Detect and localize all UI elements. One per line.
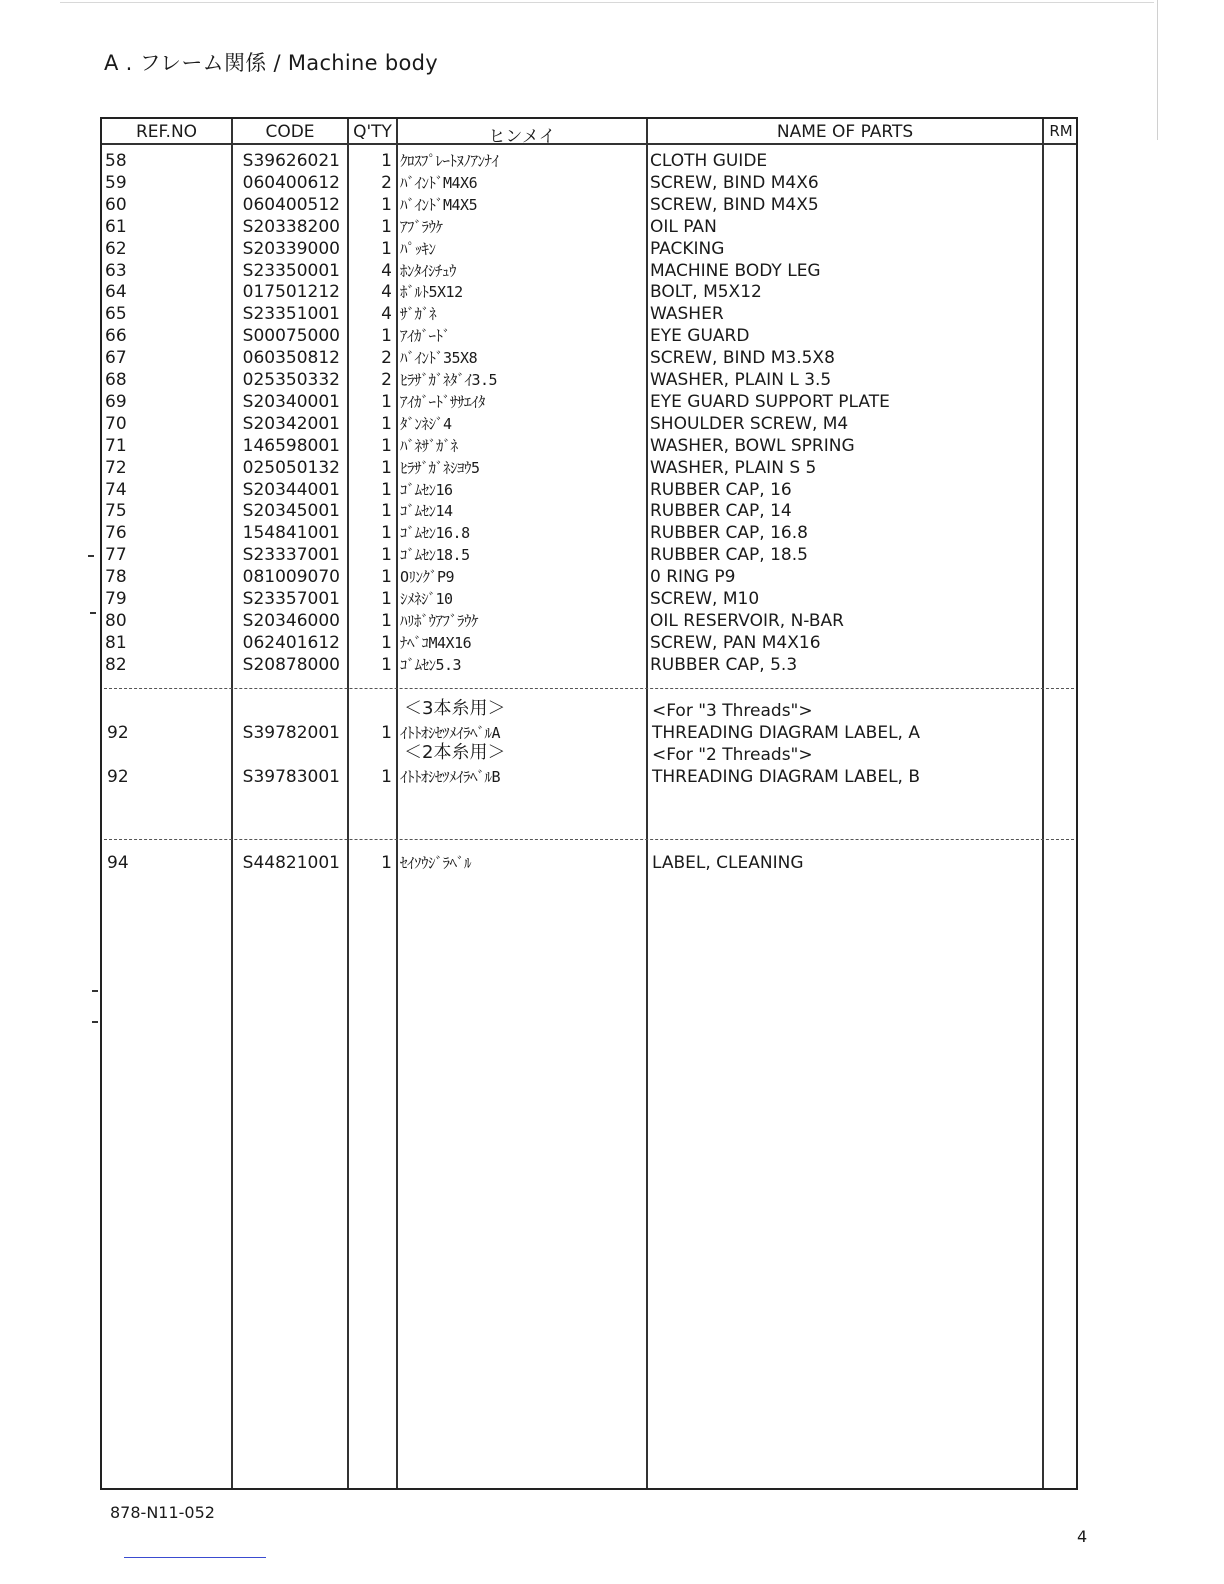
header-ref: REF.NO	[135, 122, 198, 142]
code-cell: S23357001	[242, 589, 340, 609]
name-cell: EYE GUARD SUPPORT PLATE	[650, 391, 890, 412]
ref-cell: 66	[105, 326, 127, 347]
code-cell: S23351001	[242, 304, 340, 325]
qty-cell: 1	[381, 479, 392, 500]
note-3-threads-jp: ＜3本糸用＞	[404, 698, 506, 719]
ref-cell: 67	[105, 348, 127, 369]
ref-cell: 62	[105, 238, 127, 259]
margin-tick	[90, 612, 96, 614]
page-title: A . フレーム関係 / Machine body	[104, 51, 438, 75]
hinmei-cell: ﾊﾟｯｷﾝ	[400, 239, 436, 258]
code-cell: 062401612	[242, 632, 340, 653]
hinmei-cell: ﾀﾞﾝﾈｼﾞ4	[400, 414, 452, 433]
ref-cell: 78	[105, 567, 127, 588]
name-cell: PACKING	[650, 238, 725, 259]
code-cell: 017501212	[242, 282, 340, 303]
code-cell: S39626021	[242, 151, 340, 171]
code-cell: 146598001	[242, 435, 340, 456]
code-cell: S20342001	[242, 413, 340, 434]
ref-cell: 68	[105, 370, 127, 390]
note-3-threads-en: <For "3 Threads">	[652, 701, 813, 721]
qty-cell: 1	[381, 567, 392, 588]
blue-underline-mark	[124, 1557, 266, 1558]
code-cell: 081009070	[242, 567, 340, 588]
code-cell: S20345001	[242, 501, 340, 522]
code-cell: S20346000	[242, 610, 340, 631]
name-cell: THREADING DIAGRAM LABEL, B	[652, 767, 921, 787]
qty-cell: 1	[381, 216, 392, 237]
ref-cell: 76	[105, 523, 127, 544]
name-cell: THREADING DIAGRAM LABEL, A	[652, 723, 920, 743]
name-cell: SCREW, M10	[650, 589, 760, 609]
ref-cell: 72	[105, 457, 127, 478]
name-cell: RUBBER CAP, 14	[650, 501, 792, 522]
qty-cell: 1	[381, 413, 392, 434]
hinmei-cell: ﾋﾗｻﾞｶﾞﾈｼﾖｳ5	[400, 458, 480, 477]
margin-tick	[92, 990, 98, 992]
hinmei-cell: ｻﾞｶﾞﾈ	[400, 305, 437, 324]
qty-cell: 4	[381, 304, 392, 325]
code-cell: S23337001	[242, 545, 340, 566]
qty-cell: 1	[381, 589, 392, 609]
hinmei-cell: ｺﾞﾑｾﾝ16	[400, 480, 453, 499]
group-separator	[104, 688, 1074, 689]
code-cell: 154841001	[242, 523, 340, 544]
name-cell: RUBBER CAP, 5.3	[650, 654, 798, 675]
name-cell: CLOTH GUIDE	[650, 151, 768, 171]
qty-cell: 1	[381, 723, 392, 743]
qty-cell: 1	[381, 238, 392, 259]
code-cell: S20344001	[242, 479, 340, 500]
ref-cell: 61	[105, 216, 127, 237]
hinmei-cell: ｺﾞﾑｾﾝ5.3	[400, 655, 462, 674]
name-cell: WASHER, BOWL SPRING	[650, 435, 855, 456]
qty-cell: 2	[381, 370, 392, 390]
ref-cell: 80	[105, 610, 127, 631]
note-2-threads-jp: ＜2本糸用＞	[404, 742, 506, 763]
code-cell: 060400512	[242, 194, 340, 215]
name-cell: RUBBER CAP, 16.8	[650, 523, 808, 544]
hinmei-cell: ｸﾛｽﾌﾟﾚｰﾄﾇﾉｱﾝﾅｲ	[400, 152, 499, 170]
name-cell: SCREW, BIND M4X6	[650, 172, 819, 193]
hinmei-cell: ｱｲｶﾞｰﾄﾞｻｻｴｲﾀ	[400, 392, 486, 411]
hinmei-cell: ﾎﾞﾙﾄ5X12	[400, 283, 463, 302]
hinmei-cell: ｺﾞﾑｾﾝ14	[400, 502, 453, 521]
qty-cell: 1	[381, 853, 392, 873]
qty-cell: 1	[381, 391, 392, 412]
document-code: 878-N11-052	[110, 1503, 215, 1522]
page-number: 4	[1077, 1527, 1088, 1546]
name-cell: SHOULDER SCREW, M4	[650, 413, 849, 434]
note-2-threads-en: <For "2 Threads">	[652, 745, 813, 765]
name-cell: MACHINE BODY LEG	[650, 260, 821, 281]
ref-cell: 92	[107, 767, 129, 787]
hinmei-cell: ｺﾞﾑｾﾝ18.5	[400, 546, 470, 565]
code-cell: 025350332	[242, 370, 340, 390]
header-qty: Q'TY	[353, 122, 392, 142]
ref-cell: 59	[105, 172, 127, 193]
ref-cell: 60	[105, 194, 127, 215]
code-cell: 060350812	[242, 348, 340, 369]
name-cell: WASHER, PLAIN S 5	[650, 457, 817, 478]
name-cell: OIL RESERVOIR, N-BAR	[650, 610, 844, 631]
qty-cell: 1	[381, 326, 392, 347]
hinmei-cell: ﾊﾘﾎﾞｳｱﾌﾞﾗｳｹ	[400, 611, 479, 630]
name-cell: SCREW, PAN M4X16	[650, 632, 821, 653]
name-cell: OIL PAN	[650, 216, 717, 237]
qty-cell: 2	[381, 172, 392, 193]
qty-cell: 1	[381, 654, 392, 675]
ref-cell: 58	[105, 151, 127, 171]
ref-cell: 71	[105, 435, 127, 456]
qty-cell: 4	[381, 282, 392, 303]
qty-cell: 1	[381, 610, 392, 631]
hinmei-cell: ﾎﾝﾀｲｼﾁｭｳ	[400, 261, 457, 280]
qty-cell: 1	[381, 457, 392, 478]
qty-cell: 1	[381, 435, 392, 456]
ref-cell: 65	[105, 304, 127, 325]
qty-cell: 1	[381, 151, 392, 171]
scan-edge-top	[60, 2, 1154, 3]
qty-cell: 2	[381, 348, 392, 369]
ref-cell: 75	[105, 501, 127, 522]
ref-cell: 63	[105, 260, 127, 281]
qty-cell: 1	[381, 545, 392, 566]
code-cell: 025050132	[242, 457, 340, 478]
name-cell: SCREW, BIND M3.5X8	[650, 348, 835, 369]
hinmei-cell: ﾊﾞﾈｻﾞｶﾞﾈ	[400, 436, 458, 455]
scan-edge-right	[1157, 0, 1158, 140]
col-divider-ref	[231, 119, 233, 1488]
col-divider-qty	[396, 119, 398, 1488]
qty-cell: 1	[381, 767, 392, 787]
name-cell: SCREW, BIND M4X5	[650, 194, 819, 215]
hinmei-cell: ｾｲｿｳｼﾞﾗﾍﾞﾙ	[400, 854, 472, 872]
ref-cell: 92	[107, 723, 129, 743]
col-divider-code	[347, 119, 349, 1488]
hinmei-cell: ｱﾌﾞﾗｳｹ	[400, 217, 443, 236]
header-name: NAME OF PARTS	[776, 122, 914, 142]
code-cell: S44821001	[242, 853, 340, 873]
code-cell: S00075000	[242, 326, 340, 347]
ref-cell: 79	[105, 589, 127, 609]
margin-tick	[88, 555, 94, 557]
header-hinmei: ヒンメイ	[488, 127, 556, 147]
ref-cell: 82	[105, 654, 127, 675]
hinmei-cell: ﾊﾞｲﾝﾄﾞM4X5	[400, 195, 478, 214]
name-cell: WASHER, PLAIN L 3.5	[650, 370, 832, 390]
code-cell: 060400612	[242, 172, 340, 193]
ref-cell: 70	[105, 413, 127, 434]
code-cell: S20338200	[242, 216, 340, 237]
ref-cell: 74	[105, 479, 127, 500]
ref-cell: 81	[105, 632, 127, 653]
code-cell: S20878000	[242, 654, 340, 675]
header-code: CODE	[265, 122, 315, 142]
name-cell: BOLT, M5X12	[650, 282, 762, 303]
hinmei-cell: ﾊﾞｲﾝﾄﾞM4X6	[400, 173, 478, 192]
code-cell: S39782001	[242, 723, 340, 743]
ref-cell: 64	[105, 282, 127, 303]
col-divider-name	[1042, 119, 1044, 1488]
header-rm: RM	[1049, 122, 1073, 140]
group-separator	[104, 839, 1074, 840]
ref-cell: 77	[105, 545, 127, 566]
hinmei-cell: ﾋﾗｻﾞｶﾞﾈﾀﾞｲ3.5	[400, 371, 498, 389]
code-cell: S20339000	[242, 238, 340, 259]
col-divider-hinmei	[646, 119, 648, 1488]
ref-cell: 69	[105, 391, 127, 412]
hinmei-cell: ｲﾄﾄｵｼｾﾂﾒｲﾗﾍﾞﾙA	[400, 724, 501, 742]
name-cell: RUBBER CAP, 18.5	[650, 545, 808, 566]
code-cell: S39783001	[242, 767, 340, 787]
ref-cell: 94	[107, 853, 129, 873]
code-cell: S20340001	[242, 391, 340, 412]
name-cell: RUBBER CAP, 16	[650, 479, 792, 500]
hinmei-cell: ﾅﾍﾞｺM4X16	[400, 633, 472, 652]
hinmei-cell: ｱｲｶﾞｰﾄﾞ	[400, 327, 451, 346]
name-cell: 0 RING P9	[650, 567, 736, 588]
hinmei-cell: ｼﾒﾈｼﾞ10	[400, 590, 453, 608]
qty-cell: 1	[381, 501, 392, 522]
hinmei-cell: ﾊﾞｲﾝﾄﾞ35X8	[400, 349, 478, 368]
hinmei-cell: ｲﾄﾄｵｼｾﾂﾒｲﾗﾍﾞﾙB	[400, 768, 501, 786]
parts-table	[100, 117, 1078, 1490]
name-cell: LABEL, CLEANING	[652, 853, 804, 873]
qty-cell: 4	[381, 260, 392, 281]
qty-cell: 1	[381, 632, 392, 653]
code-cell: S23350001	[242, 260, 340, 281]
name-cell: EYE GUARD	[650, 326, 750, 347]
qty-cell: 1	[381, 523, 392, 544]
hinmei-cell: OﾘﾝｸﾞP9	[400, 568, 455, 587]
margin-tick	[92, 1021, 98, 1023]
qty-cell: 1	[381, 194, 392, 215]
hinmei-cell: ｺﾞﾑｾﾝ16.8	[400, 524, 470, 543]
name-cell: WASHER	[650, 304, 724, 325]
